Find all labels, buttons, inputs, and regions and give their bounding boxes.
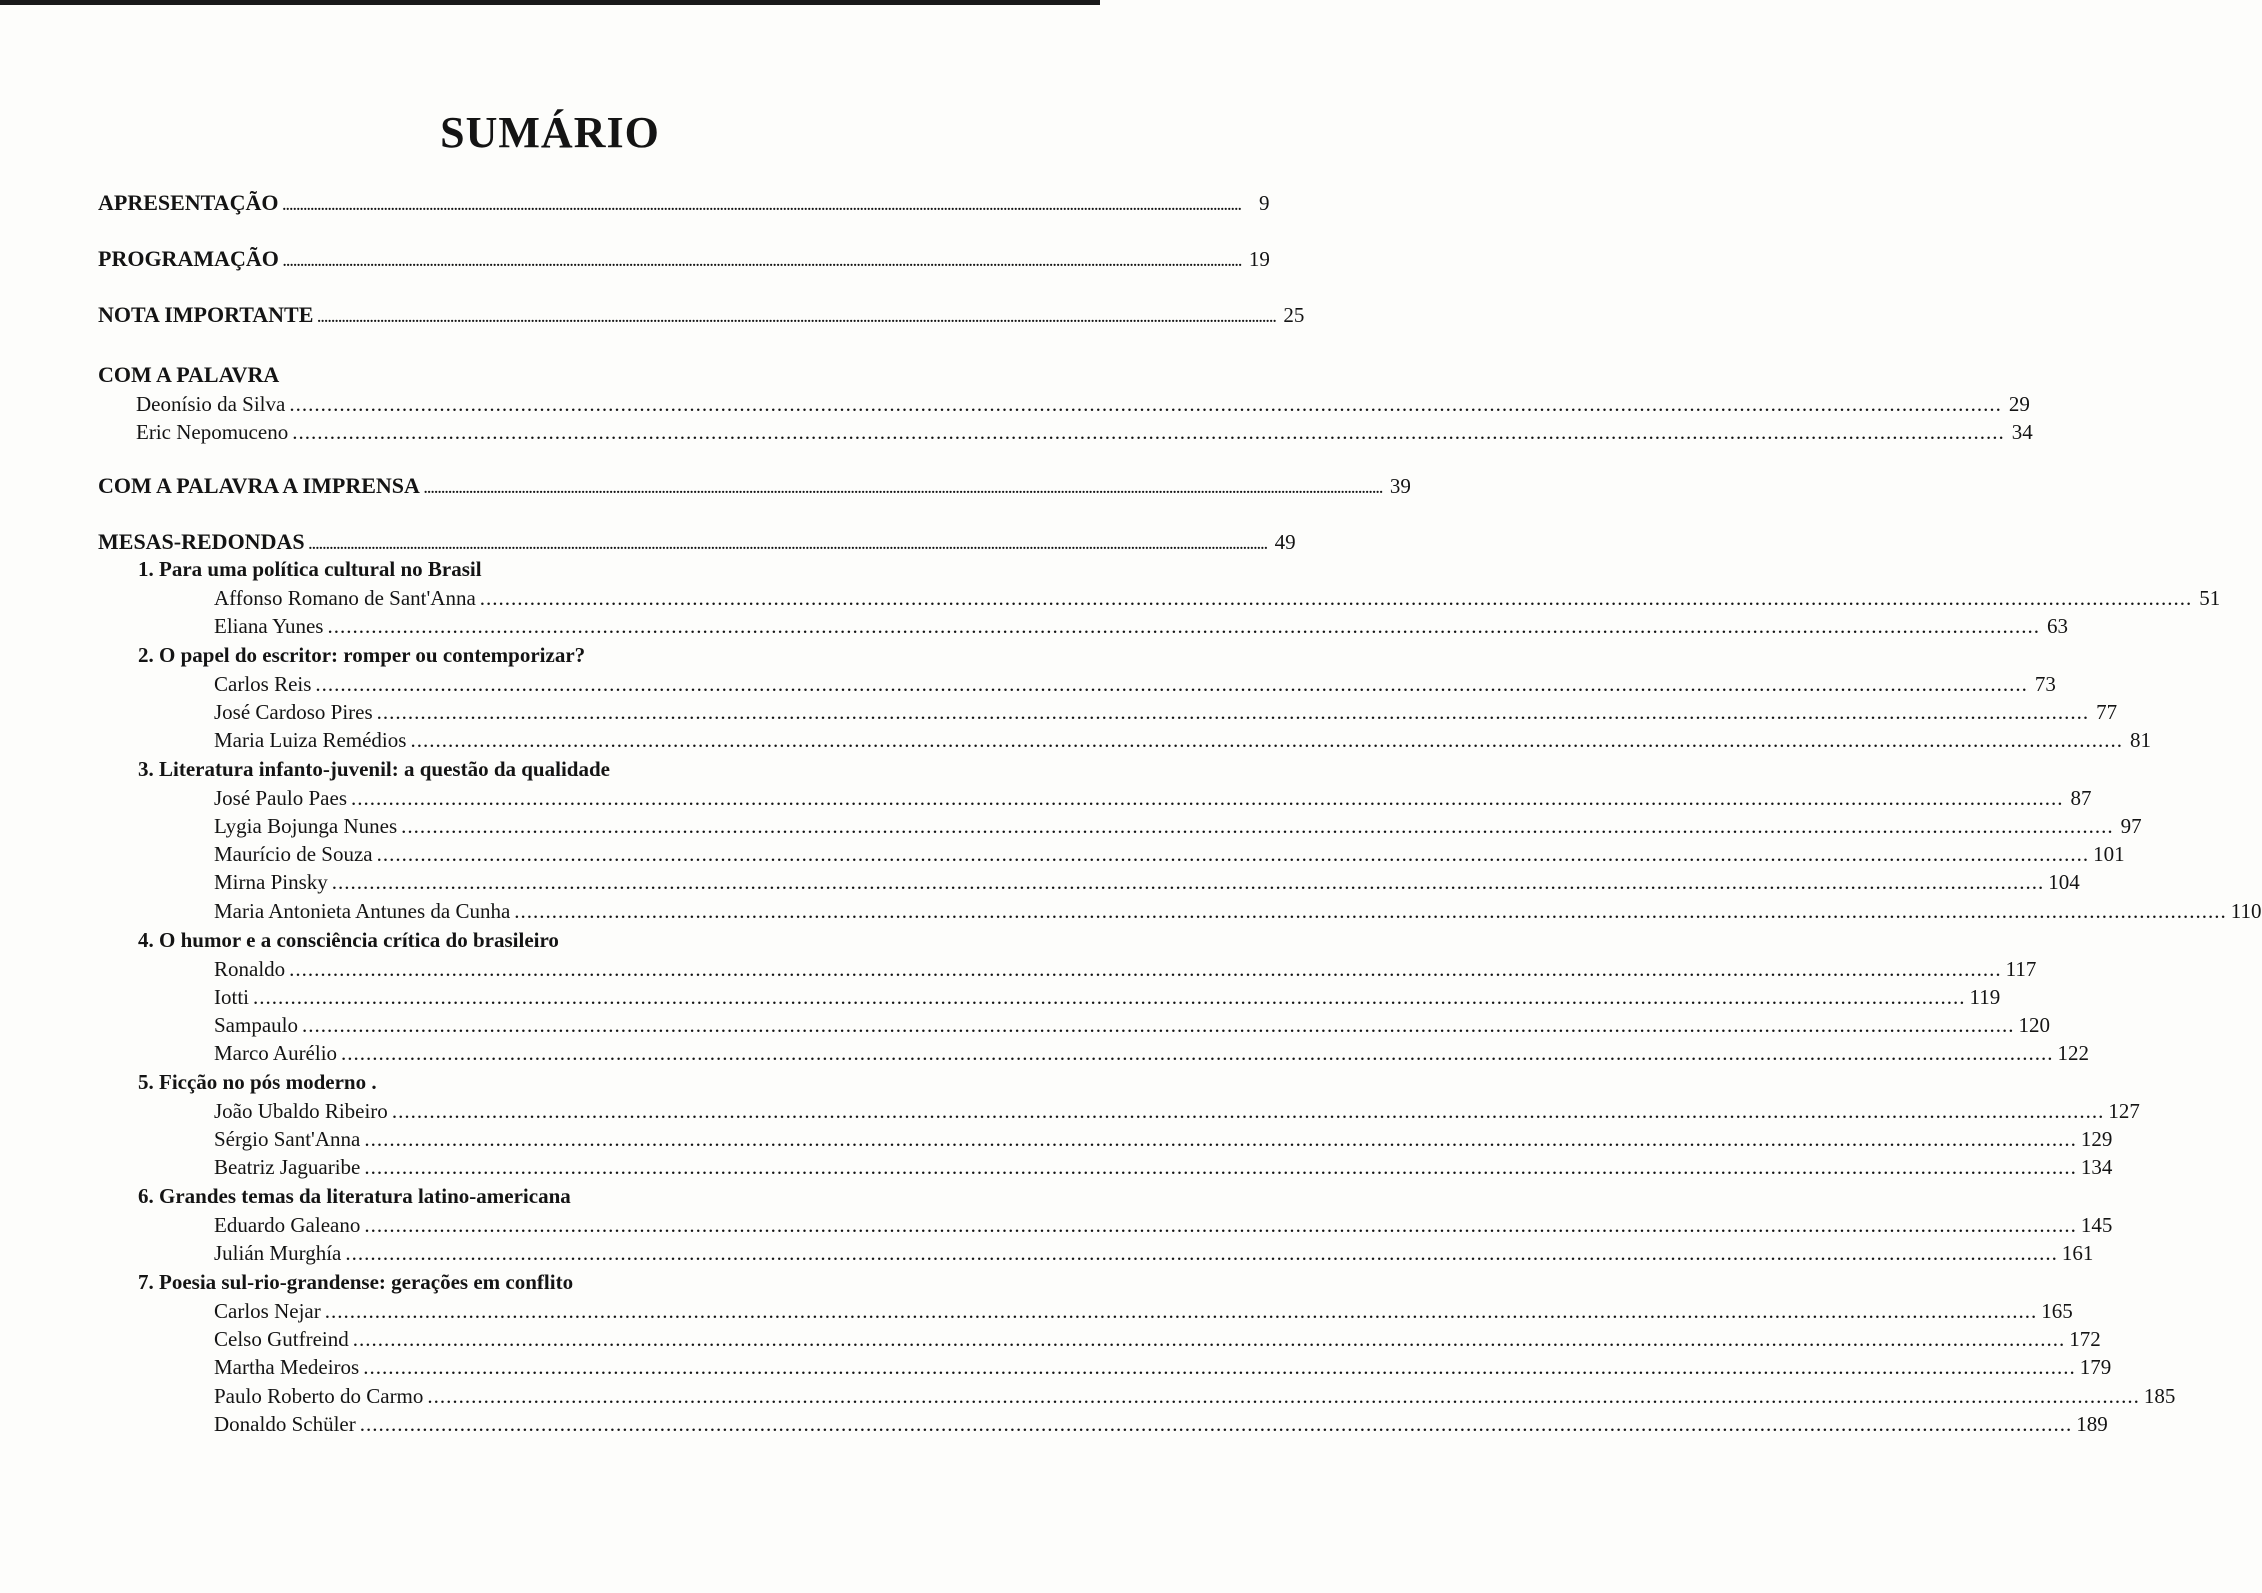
toc-entry-author[interactable] (214, 1041, 2090, 1066)
page-number: 39 (1389, 474, 1411, 498)
toc-entry-author[interactable] (214, 842, 2125, 867)
section-label: PROGRAMAÇÃO (98, 246, 279, 271)
subsection-title: 5. Ficção no pós moderno . (138, 1070, 377, 1094)
leader-dots: .................................................................................................................................................................................................................................................................................. (331, 870, 2045, 894)
toc-entry-programacao[interactable] (98, 246, 1270, 272)
author-name: Deonísio da Silva (136, 392, 286, 416)
leader-dots: .................................................................................................................................................................................................................................................................................. (327, 614, 2040, 638)
leader-dots: .................................................................................................................................................................................................................................................................................. (391, 1099, 2105, 1123)
page-number: 25 (1283, 303, 1305, 327)
subsection-title: 7. Poesia sul-rio-grandense: gerações em conflito (138, 1270, 574, 1294)
leader-dots: .................................................................................................................................................................................................................................................................................. (289, 957, 2002, 981)
author-name: José Paulo Paes (214, 786, 347, 810)
leader-dots: .................................................................................................................................................................................................................................................................................. (376, 700, 2090, 724)
author-name: Mirna Pinsky (214, 870, 328, 894)
toc-entry-author[interactable] (214, 985, 2001, 1010)
leader-dots: .................................................................................................................................................................................................................................................................................. (479, 586, 2193, 610)
leader-dots: .................................................................................................................................................................................................................................................................................. (253, 985, 1966, 1009)
author-name: Paulo Roberto do Carmo (214, 1384, 424, 1408)
toc-entry-author[interactable] (214, 1241, 2094, 1266)
author-name: Maria Luiza Remédios (214, 728, 407, 752)
section-label: COM A PALAVRA A IMPRENSA (98, 473, 420, 498)
subsection-title: 2. O papel do escritor: romper ou contemporizar? (138, 643, 586, 667)
leader-dots: .................................................................................................................................................................................................................................................................................. (308, 538, 1268, 553)
page-number: 87 (2070, 786, 2092, 810)
toc-entry-author[interactable] (214, 1299, 2073, 1324)
page-number: 117 (2005, 957, 2037, 981)
page-number: 9 (1259, 191, 1270, 215)
page-number: 34 (2011, 420, 2033, 444)
page-number: 185 (2143, 1384, 2176, 1408)
page-number: 19 (1248, 247, 1270, 271)
page-number: 122 (2057, 1041, 2090, 1065)
page-number: 104 (2048, 870, 2080, 894)
toc-entry-author[interactable] (214, 870, 2080, 895)
page-number: 120 (2018, 1013, 2050, 1037)
leader-dots: .................................................................................................................................................................................................................................................................................. (317, 311, 1277, 326)
toc-entry-author[interactable] (214, 899, 2262, 924)
leader-dots: .................................................................................................................................................................................................................................................................................. (364, 1155, 2077, 1179)
leader-dots: .................................................................................................................................................................................................................................................................................. (401, 814, 2114, 838)
toc-entry-apresentacao[interactable] (98, 190, 1270, 216)
toc-entry-author[interactable] (214, 1099, 2140, 1124)
section-heading-com-a-palavra: COM A PALAVRA (98, 362, 280, 387)
page-number: 51 (2199, 586, 2221, 610)
toc-entry-author[interactable] (214, 1155, 2113, 1180)
author-name: Celso Gutfreind (214, 1327, 349, 1351)
author-name: Eduardo Galeano (214, 1213, 361, 1237)
leader-dots: .................................................................................................................................................................................................................................................................................. (289, 392, 2002, 416)
toc-entry-author[interactable] (214, 672, 2056, 697)
page-number: 172 (2069, 1327, 2101, 1351)
subsection-title: 1. Para uma política cultural no Brasil (138, 557, 482, 581)
toc-entry-author[interactable] (214, 1327, 2101, 1352)
page-number: 63 (2046, 614, 2068, 638)
author-name: Donaldo Schüler (214, 1412, 356, 1436)
toc-entry-author[interactable] (214, 786, 2092, 811)
leader-dots: .................................................................................................................................................................................................................................................................................. (282, 199, 1242, 214)
subsection-title: 4. O humor e a consciência crítica do brasileiro (138, 928, 559, 952)
author-name: Maria Antonieta Antunes da Cunha (214, 899, 511, 923)
author-name: Martha Medeiros (214, 1355, 360, 1379)
section-label: MESAS-REDONDAS (98, 529, 305, 554)
author-name: Carlos Reis (214, 672, 312, 696)
page-number: 145 (2080, 1213, 2113, 1237)
leader-dots: .................................................................................................................................................................................................................................................................................. (363, 1355, 2076, 1379)
leader-dots: .................................................................................................................................................................................................................................................................................. (341, 1041, 2054, 1065)
author-name: José Cardoso Pires (214, 700, 373, 724)
author-name: Eric Nepomuceno (136, 420, 289, 444)
toc-entry-author[interactable] (214, 814, 2142, 839)
leader-dots: .................................................................................................................................................................................................................................................................................. (345, 1241, 2058, 1265)
page-number: 81 (2129, 728, 2151, 752)
toc-entry-author[interactable] (214, 1127, 2113, 1152)
leader-dots: .................................................................................................................................................................................................................................................................................. (282, 255, 1242, 270)
author-name: Iotti (214, 985, 249, 1009)
page-number: 129 (2080, 1127, 2113, 1151)
page-number: 77 (2096, 700, 2118, 724)
page-number: 127 (2108, 1099, 2140, 1123)
leader-dots: .................................................................................................................................................................................................................................................................................. (364, 1213, 2077, 1237)
page-title: SUMÁRIO (440, 108, 660, 158)
page-number: 189 (2076, 1412, 2108, 1436)
author-name: Marco Aurélio (214, 1041, 338, 1065)
page-number: 110 (2230, 899, 2262, 923)
leader-dots: .................................................................................................................................................................................................................................................................................. (324, 1299, 2038, 1323)
toc-entry-author[interactable] (214, 957, 2037, 982)
toc-entry-nota-importante[interactable] (98, 302, 1305, 328)
leader-dots: .................................................................................................................................................................................................................................................................................. (302, 1013, 2015, 1037)
page-number: 119 (1969, 985, 2001, 1009)
page-number: 73 (2034, 672, 2056, 696)
leader-dots: .................................................................................................................................................................................................................................................................................. (410, 728, 2123, 752)
leader-dots: .................................................................................................................................................................................................................................................................................. (292, 420, 2005, 444)
toc-entry-author[interactable] (214, 614, 2068, 639)
author-name: Beatriz Jaguaribe (214, 1155, 361, 1179)
leader-dots: .................................................................................................................................................................................................................................................................................. (514, 899, 2227, 923)
subsection-title: 6. Grandes temas da literatura latino-americana (138, 1184, 571, 1208)
page-number: 29 (2008, 392, 2030, 416)
toc-entry-author[interactable] (214, 700, 2118, 725)
author-name: Affonso Romano de Sant'Anna (214, 586, 476, 610)
page-number: 49 (1274, 530, 1296, 554)
section-label: NOTA IMPORTANTE (98, 302, 314, 327)
author-name: Maurício de Souza (214, 842, 373, 866)
section-label: APRESENTAÇÃO (98, 190, 279, 215)
toc-entry-author[interactable] (214, 1412, 2108, 1437)
page-number: 161 (2061, 1241, 2094, 1265)
author-name: Julián Murghía (214, 1241, 342, 1265)
toc-entry-author[interactable] (136, 392, 2030, 417)
leader-dots: .................................................................................................................................................................................................................................................................................. (376, 842, 2090, 866)
leader-dots: .................................................................................................................................................................................................................................................................................. (352, 1327, 2066, 1351)
toc-entry-author[interactable] (214, 1013, 2050, 1038)
page-number: 101 (2093, 842, 2125, 866)
author-name: Eliana Yunes (214, 614, 324, 638)
author-name: Sampaulo (214, 1013, 298, 1037)
leader-dots: .................................................................................................................................................................................................................................................................................. (427, 1384, 2140, 1408)
leader-dots: .................................................................................................................................................................................................................................................................................. (423, 482, 1383, 497)
page-number: 165 (2041, 1299, 2073, 1323)
author-name: Sérgio Sant'Anna (214, 1127, 361, 1151)
leader-dots: .................................................................................................................................................................................................................................................................................. (364, 1127, 2077, 1151)
toc-entry-author[interactable] (214, 586, 2221, 611)
author-name: Lygia Bojunga Nunes (214, 814, 398, 838)
toc-entry-mesas-redondas[interactable] (98, 529, 1296, 555)
leader-dots: .................................................................................................................................................................................................................................................................................. (315, 672, 2028, 696)
author-name: Carlos Nejar (214, 1299, 321, 1323)
leader-dots: .................................................................................................................................................................................................................................................................................. (351, 786, 2064, 810)
page-number: 97 (2120, 814, 2142, 838)
toc-entry-author[interactable] (214, 1213, 2113, 1238)
leader-dots: .................................................................................................................................................................................................................................................................................. (359, 1412, 2073, 1436)
toc-entry-author[interactable] (214, 728, 2151, 753)
toc-entry-author[interactable] (136, 420, 2033, 445)
toc-entry-author[interactable] (214, 1355, 2112, 1380)
page-number: 134 (2080, 1155, 2113, 1179)
author-name: João Ubaldo Ribeiro (214, 1099, 388, 1123)
author-name: Ronaldo (214, 957, 286, 981)
toc-entry-imprensa[interactable] (98, 473, 1411, 499)
subsection-title: 3. Literatura infanto-juvenil: a questão da qualidade (138, 757, 610, 781)
page-number: 179 (2079, 1355, 2112, 1379)
toc-entry-author[interactable] (214, 1384, 2176, 1409)
